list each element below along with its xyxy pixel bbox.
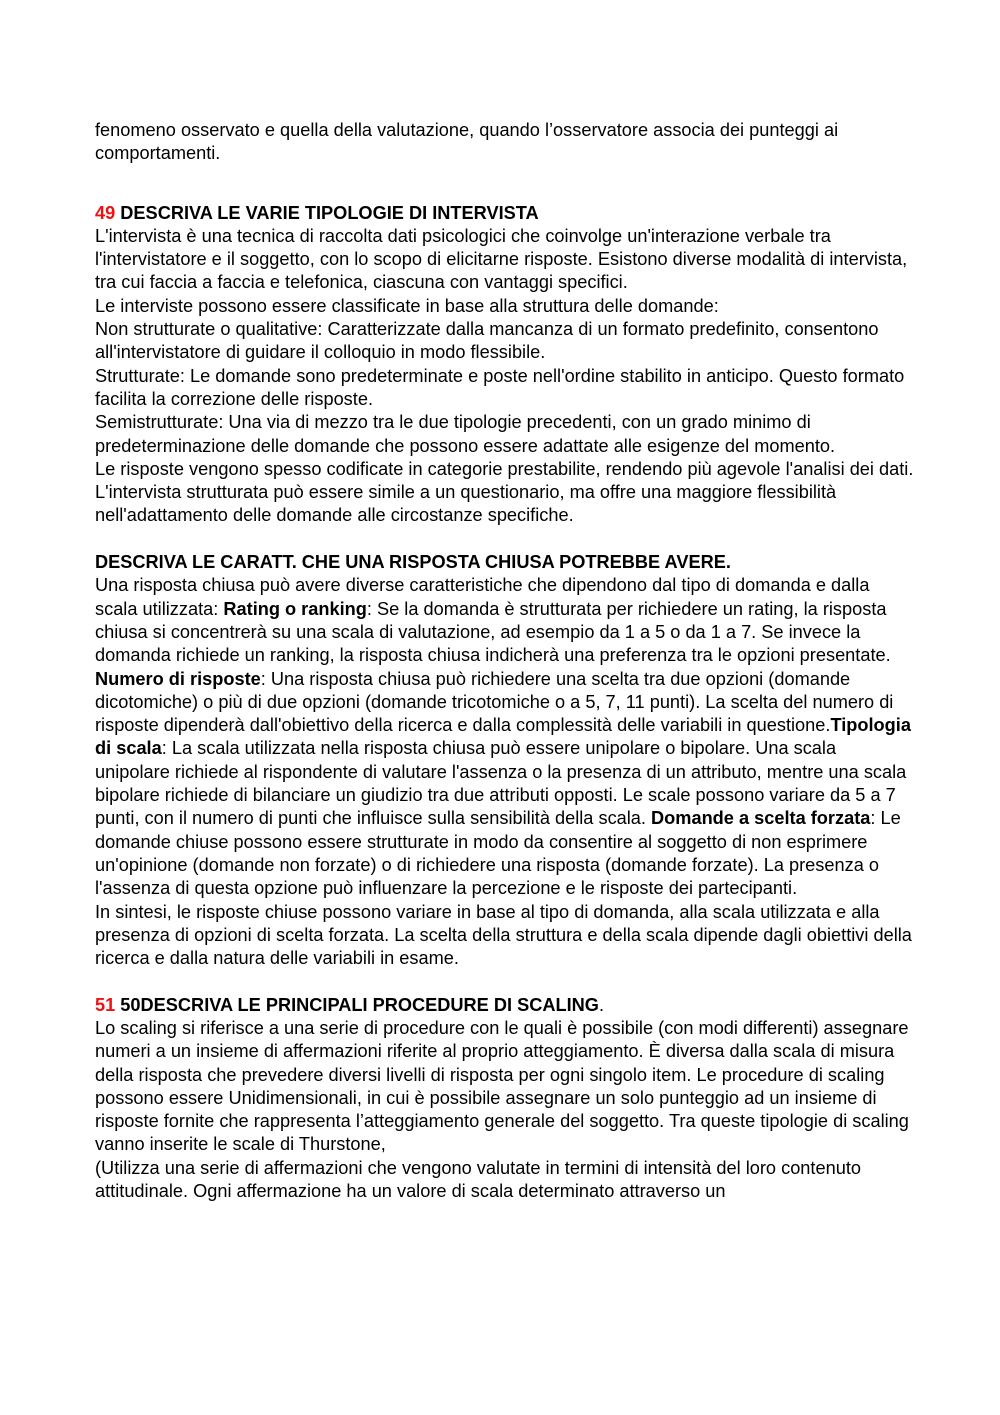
paragraph: Semistrutturate: Una via di mezzo tra le due tipologie precedenti, con un grado minimo di predeterminazione delle domande che possono essere adattate alle esigenze del momento.	[95, 412, 836, 456]
section-49-heading	[95, 202, 915, 225]
summary-paragraph: In sintesi, le risposte chiuse possono variare in base al tipo di domanda, alla scala utilizzata e alla presenza di opzioni di scelta forzata. La scelta della struttura e della scala dipende dagli obiettivi della ricerca e dalla natura delle variabili in esame.	[95, 901, 912, 969]
paragraph: Le interviste possono essere classificate in base alla struttura delle domande:	[95, 295, 719, 316]
text-run: : Le domande chiuse possono essere strutturate in modo da consentire al soggetto di non esprimere un'opinione (domande non forzate) o di richiedere una risposta (domande forzate). La presenza o l'assenza di questa opzione può influenzare la percezione e le risposte dei partecipanti.	[95, 808, 901, 899]
title-tail: .	[598, 994, 605, 1015]
section-number: 49	[95, 202, 116, 223]
section-title: 50DESCRIVA LE PRINCIPALI PROCEDURE DI SCALING	[120, 994, 599, 1015]
bold-term: Numero di risposte	[95, 668, 261, 689]
closed-answer-heading: DESCRIVA LE CARATT. CHE UNA RISPOSTA CHIUSA POTREBBE AVERE.	[95, 552, 731, 573]
section-number: 51	[95, 994, 116, 1015]
paragraph: Lo scaling si riferisce a una serie di procedure con le quali è possibile (con modi differenti) assegnare numeri a un insieme di affermazioni riferite al proprio atteggiamento. È diversa dalla scala di misura della risposta che prevedere diversi livelli di risposta per ogni singolo item. Le procedure di scaling possono essere Unidimensionali, in cui è possibile assegnare un solo punteggio ad un insieme di risposte fornite che rappresenta l’atteggiamento generale del soggetto. Tra queste tipologie di scaling vanno inserite le scale di Thurstone,	[95, 1017, 909, 1155]
bold-term: Tipologia di scala	[95, 715, 911, 759]
text-run: : La scala utilizzata nella risposta chiusa può essere unipolare o bipolare. Una scala unipolare richiede al rispondente di valutare l'assenza o la presenza di un attributo, mentre una scala bipolare richiede di bilanciare un giudizio tra due attributi opposti. Le scale possono variare da 5 a 7 punti, con il numero di punti che influisce sulla sensibilità della scala.	[95, 738, 907, 829]
text-run: : Una risposta chiusa può richiedere una scelta tra due opzioni (domande dicotomiche) o più di due opzioni (domande tricotomiche o a 5, 7, 11 punti). La scelta del numero di risposte dipenderà dall'obiettivo della ricerca e dalla complessità delle variabili in questione.	[95, 668, 894, 736]
text-run: : Se la domanda è strutturata per richiedere un rating, la risposta chiusa si concentrerà su una scala di valutazione, ad esempio da 1 a 5 o da 1 a 7. Se invece la domanda richiede un ranking, la risposta chiusa indicherà una preferenza tra le opzioni presentate.	[95, 598, 891, 666]
closed-answer-paragraph	[95, 574, 915, 900]
paragraph: (Utilizza una serie di affermazioni che vengono valutate in termini di intensità del loro contenuto attitudinale. Ogni affermazione ha un valore di scala determinato attraverso un	[95, 1157, 861, 1202]
document-page	[95, 119, 915, 1203]
intro-paragraph: fenomeno osservato e quella della valutazione, quando l’osservatore associa dei punteggi ai comportamenti.	[95, 120, 839, 164]
text-run: Una risposta chiusa può avere diverse caratteristiche che dipendono dal tipo di domanda e dalla scala utilizzata:	[95, 575, 870, 619]
section-51-heading	[95, 994, 915, 1017]
paragraph: Strutturate: Le domande sono predeterminate e poste nell'ordine stabilito in anticipo. Questo formato facilita la correzione delle risposte.	[95, 365, 905, 409]
section-title: DESCRIVA LE VARIE TIPOLOGIE DI INTERVISTA	[120, 202, 539, 223]
paragraph: Le risposte vengono spesso codificate in categorie prestabilite, rendendo più agevole l'analisi dei dati. L'intervista strutturata può essere simile a un questionario, ma offre una maggiore flessibilità nell'adattamento delle domande alle circostanze specifiche.	[95, 458, 914, 526]
bold-term: Rating o ranking	[223, 598, 367, 619]
bold-term: Domande a scelta forzata	[651, 808, 871, 829]
paragraph: L'intervista è una tecnica di raccolta dati psicologici che coinvolge un'interazione verbale tra l'intervistatore e il soggetto, con lo scopo di elicitarne risposte. Esistono diverse modalità di intervista, tra cui faccia a faccia e telefonica, ciascuna con vantaggi specifici.	[95, 225, 908, 293]
paragraph: Non strutturate o qualitative: Caratterizzate dalla mancanza di un formato predefinito, consentono all'intervistatore di guidare il colloquio in modo flessibile.	[95, 319, 879, 363]
